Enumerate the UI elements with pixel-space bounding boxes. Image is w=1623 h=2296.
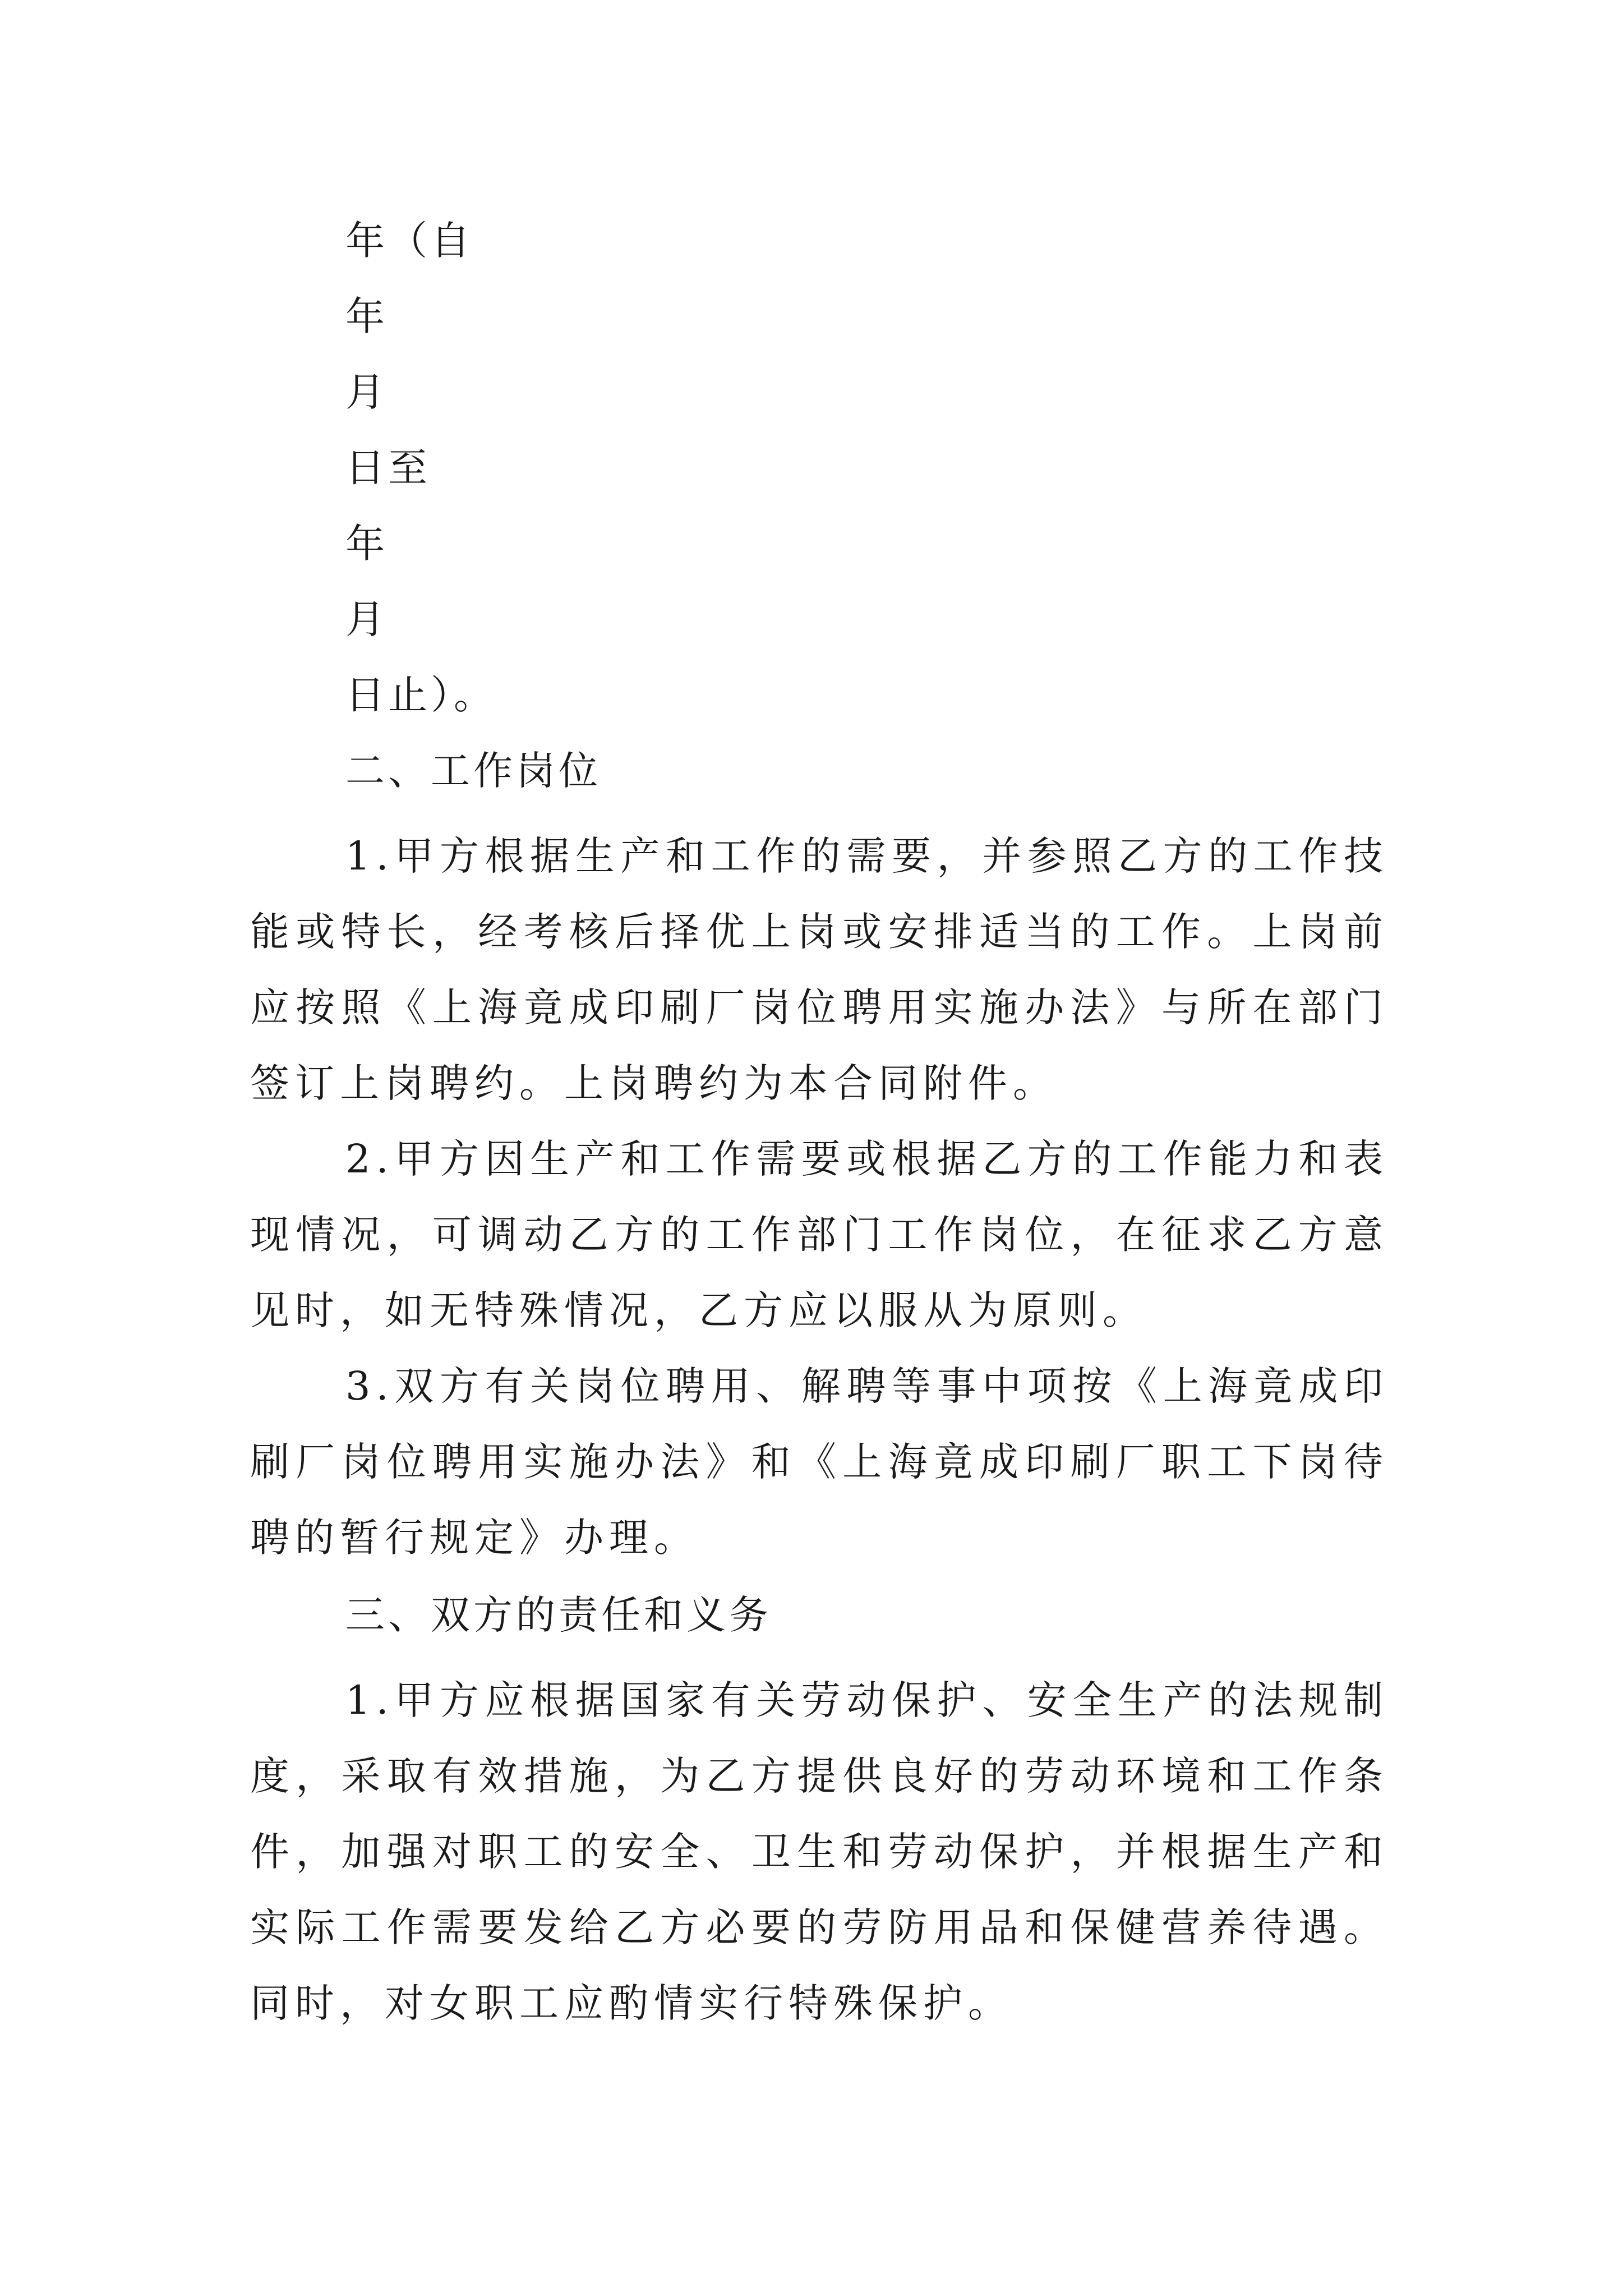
date-line-7: 日止）。 <box>345 672 496 718</box>
date-line-2: 年 <box>345 293 388 339</box>
section-heading-work-position: 二、工作岗位 <box>345 748 601 794</box>
date-line-6: 月 <box>345 596 388 642</box>
date-line-3: 月 <box>345 369 388 415</box>
date-line-5: 年 <box>345 521 388 567</box>
date-line-1: 年（自 <box>345 218 473 264</box>
section2-item-1: 1.甲方根据生产和工作的需要，并参照乙方的工作技能或特长，经考核后择优上岗或安排适当的工作。上岗前应按照《上海竟成印刷厂岗位聘用实施办法》与所在部门签订上岗聘约。上岗聘约为本合同附件。 <box>250 833 1389 1106</box>
section-heading-responsibilities: 三、双方的责任和义务 <box>345 1592 772 1638</box>
section2-item-3: 3.双方有关岗位聘用、解聘等事中项按《上海竟成印刷厂岗位聘用实施办法》和《上海竟成印刷厂职工下岗待聘的暂行规定》办理。 <box>250 1363 1389 1561</box>
section3-item-1: 1.甲方应根据国家有关劳动保护、安全生产的法规制度，采取有效措施，为乙方提供良好的劳动环境和工作条件，加强对职工的安全、卫生和劳动保护，并根据生产和实际工作需要发给乙方必要的劳防用品和保健营养待遇。同时，对女职工应酌情实行特殊保护。 <box>250 1677 1389 2026</box>
date-line-4: 日至 <box>345 445 431 491</box>
section2-item-2: 2.甲方因生产和工作需要或根据乙方的工作能力和表现情况，可调动乙方的工作部门工作岗位，在征求乙方意见时，如无特殊情况，乙方应以服从为原则。 <box>250 1136 1389 1333</box>
